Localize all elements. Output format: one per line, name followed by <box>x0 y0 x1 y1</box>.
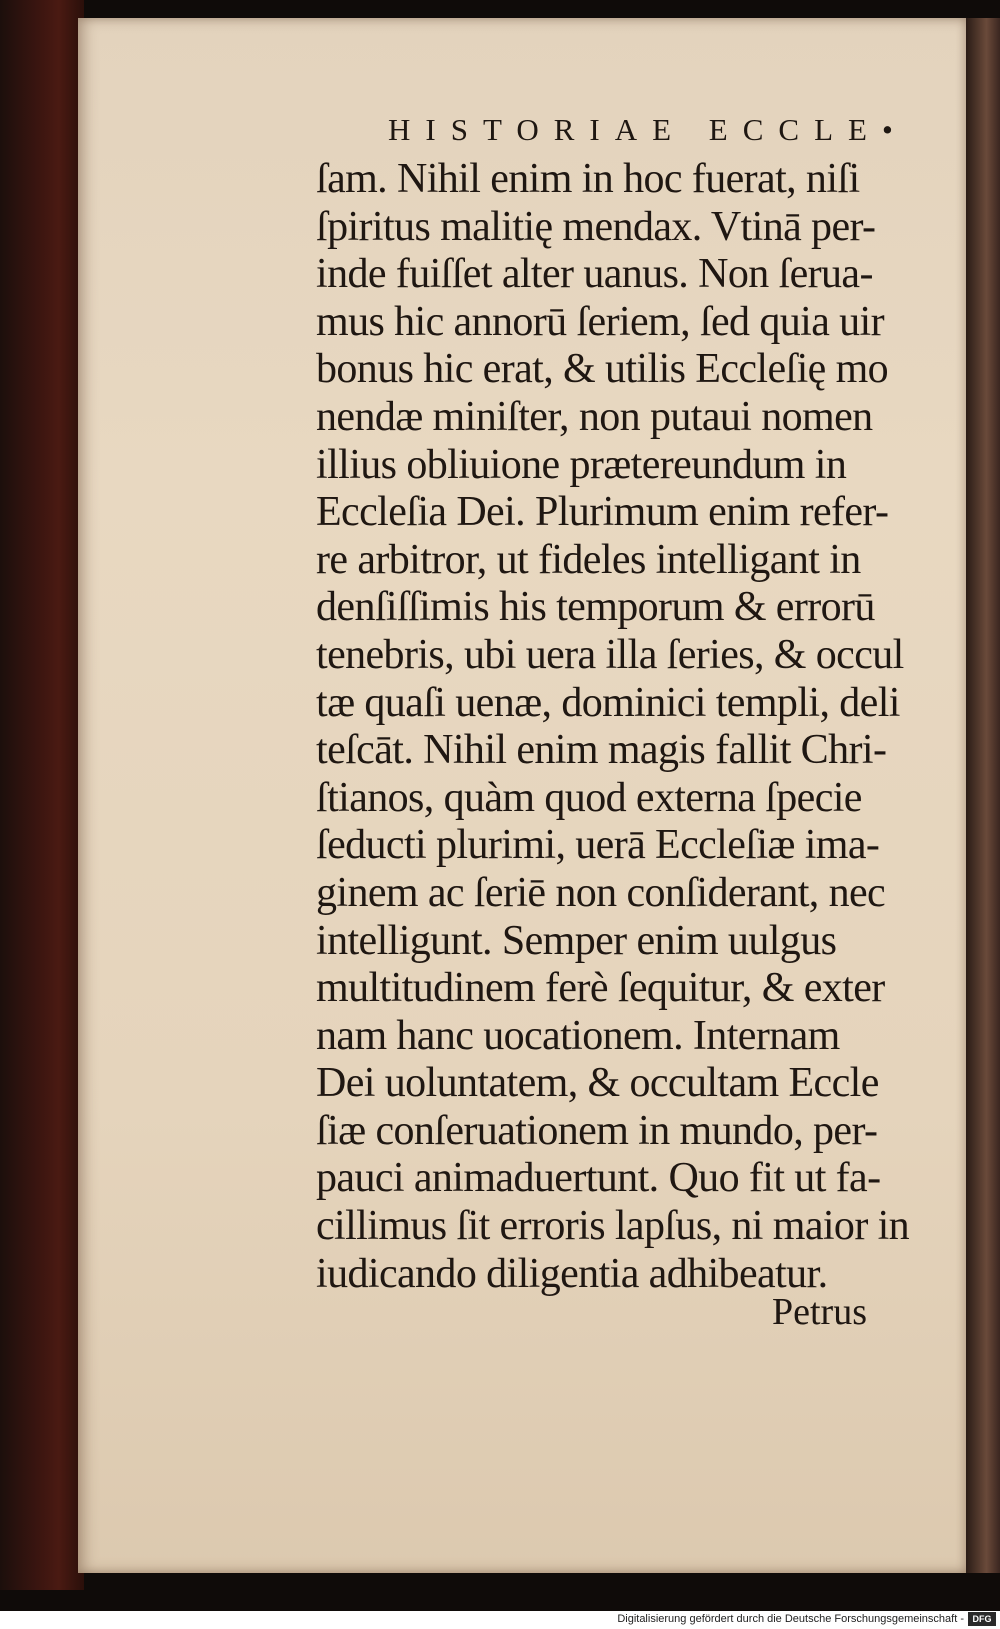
text-line: tæ quaſi uenæ, dominici templi, deli <box>316 679 900 726</box>
body-text <box>316 156 946 1298</box>
text-line: nendæ miniſter, non putaui nomen <box>316 393 873 440</box>
footer-credit: Digitalisierung gefördert durch die Deutsche Forschungsgemeinschaft - <box>617 1613 964 1625</box>
catchword: Petrus <box>772 1291 867 1333</box>
text-line: illius obliuione prætereundum in <box>316 441 847 488</box>
text-line: re arbitror, ut fideles intelligant in <box>316 536 861 583</box>
text-line: Eccleſia Dei. Plurimum enim refer- <box>316 489 889 536</box>
text-line: intelligunt. Semper enim uulgus <box>316 917 837 964</box>
text-line: teſcāt. Nihil enim magis fallit Chri- <box>316 727 887 774</box>
text-line: inde fuiſſet alter uanus. Non ſerua- <box>316 251 873 298</box>
dfg-logo: DFG <box>968 1612 996 1626</box>
running-head: HISTORIAE ECCLE• <box>388 112 908 147</box>
text-line: mus hic annorū ſeriem, ſed quia uir <box>316 298 885 345</box>
text-line: nam hanc uocationem. Internam <box>316 1012 840 1059</box>
text-line: ſam. Nihil enim in hoc fuerat, niſi <box>316 156 860 202</box>
book-binding-edge <box>0 0 84 1590</box>
text-line: Dei uoluntatem, & occultam Eccle <box>316 1060 879 1107</box>
text-line: ginem ac ſeriē non conſiderant, nec <box>316 869 886 916</box>
text-line: multitudinem ferè ſequitur, & exter <box>316 965 885 1012</box>
text-line: denſiſſimis his temporum & errorū <box>316 584 875 631</box>
text-line: iudicando diligentia adhibeatur. <box>316 1250 828 1297</box>
text-line: cillimus ſit erroris lapſus, ni maior in <box>316 1203 910 1250</box>
text-line: ſiæ conſeruationem in mundo, per- <box>316 1107 878 1154</box>
text-line: tenebris, ubi uera illa ſeries, & occul <box>316 631 904 678</box>
text-line: ſpiritus malitię mendax. Vtinā per- <box>316 203 876 250</box>
text-line: ſtianos, quàm quod externa ſpecie <box>316 774 862 821</box>
text-line: bonus hic erat, & utilis Eccleſię mo <box>316 346 889 393</box>
text-line: pauci animaduertunt. Quo fit ut fa- <box>316 1155 881 1202</box>
text-line: ſeducti plurimi, uerā Eccleſiæ ima- <box>316 822 880 869</box>
page-fore-edge <box>966 18 1000 1573</box>
